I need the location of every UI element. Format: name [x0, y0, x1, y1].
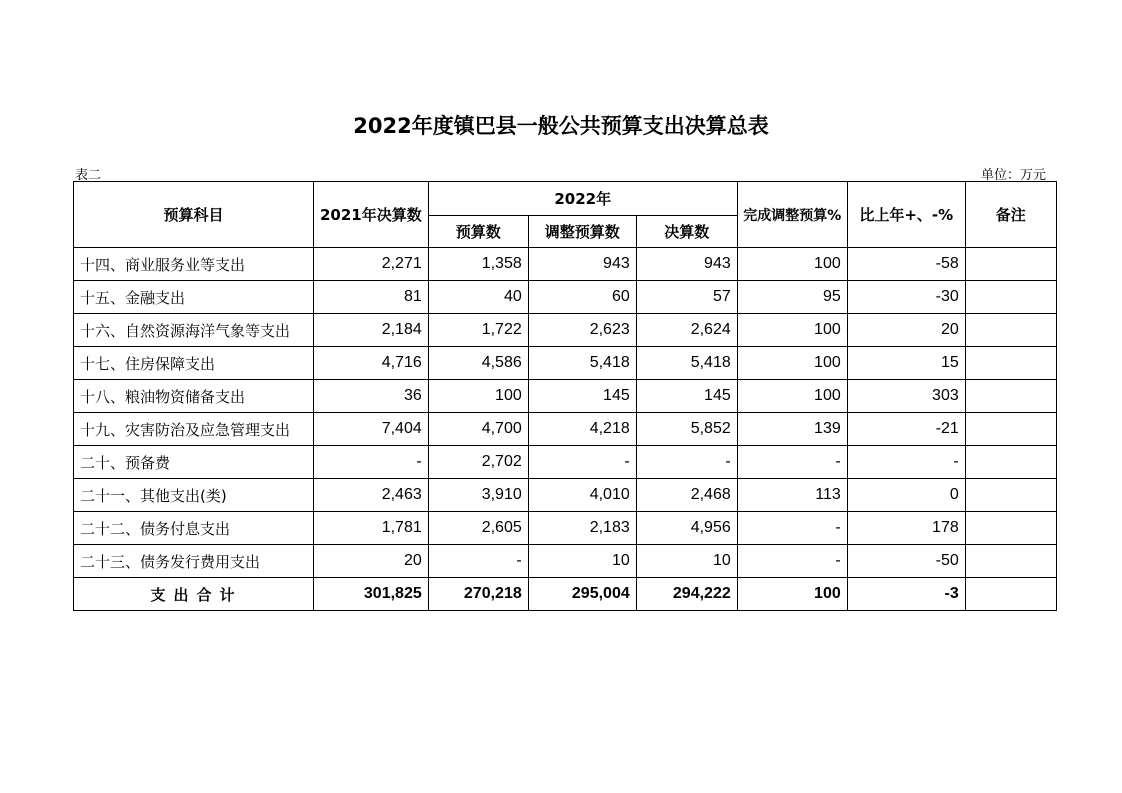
cell-remarks — [965, 479, 1056, 512]
header-final: 决算数 — [636, 216, 737, 248]
cell-yoy: 20 — [847, 314, 965, 347]
cell-completion: - — [737, 446, 847, 479]
table-row — [74, 446, 1057, 479]
cell-remarks — [965, 446, 1056, 479]
cell-completion: 113 — [737, 479, 847, 512]
cell-remarks — [965, 545, 1056, 578]
cell-completion: - — [737, 512, 847, 545]
cell-yoy: 178 — [847, 512, 965, 545]
cell-adjusted-budget: 4,218 — [528, 413, 636, 446]
cell-completion: 100 — [737, 380, 847, 413]
cell-completion: 100 — [737, 314, 847, 347]
cell-adjusted-budget: 10 — [528, 545, 636, 578]
cell-subject: 二十三、债务发行费用支出 — [74, 545, 314, 578]
cell-final: 4,956 — [636, 512, 737, 545]
table-body — [74, 248, 1057, 611]
cell-final-2021: 4,716 — [314, 347, 429, 380]
cell-completion: 100 — [737, 578, 847, 611]
header-remarks: 备注 — [965, 182, 1056, 248]
cell-adjusted-budget: 145 — [528, 380, 636, 413]
cell-final: 145 — [636, 380, 737, 413]
cell-subject: 十八、粮油物资储备支出 — [74, 380, 314, 413]
header-adjusted-budget: 调整预算数 — [528, 216, 636, 248]
header-budget: 预算数 — [428, 216, 528, 248]
cell-final: 943 — [636, 248, 737, 281]
cell-budget: 100 — [428, 380, 528, 413]
cell-subject: 十七、住房保障支出 — [74, 347, 314, 380]
cell-remarks — [965, 380, 1056, 413]
cell-completion: 100 — [737, 347, 847, 380]
cell-subject: 十九、灾害防治及应急管理支出 — [74, 413, 314, 446]
cell-yoy: 303 — [847, 380, 965, 413]
cell-budget: - — [428, 545, 528, 578]
cell-final-2021: 301,825 — [314, 578, 429, 611]
cell-yoy: - — [847, 446, 965, 479]
cell-budget: 1,358 — [428, 248, 528, 281]
header-completion-pct: 完成调整预算% — [737, 182, 847, 248]
cell-final: 10 — [636, 545, 737, 578]
table-row — [74, 347, 1057, 380]
header-yoy-change: 比上年+、-% — [847, 182, 965, 248]
cell-final-2021: 81 — [314, 281, 429, 314]
cell-remarks — [965, 347, 1056, 380]
table-row — [74, 479, 1057, 512]
cell-adjusted-budget: 2,623 — [528, 314, 636, 347]
cell-budget: 40 — [428, 281, 528, 314]
cell-completion: 139 — [737, 413, 847, 446]
header-final-2021: 2021年决算数 — [314, 182, 429, 248]
cell-yoy: -50 — [847, 545, 965, 578]
cell-yoy: -3 — [847, 578, 965, 611]
unit-label: 单位：万元 — [980, 168, 1046, 183]
cell-adjusted-budget: 2,183 — [528, 512, 636, 545]
cell-remarks — [965, 281, 1056, 314]
cell-completion: 95 — [737, 281, 847, 314]
cell-adjusted-budget: 295,004 — [528, 578, 636, 611]
table-row — [74, 413, 1057, 446]
cell-final-2021: 36 — [314, 380, 429, 413]
cell-final: 5,852 — [636, 413, 737, 446]
cell-yoy: 0 — [847, 479, 965, 512]
cell-final-2021: 1,781 — [314, 512, 429, 545]
table-row — [74, 281, 1057, 314]
cell-final: 294,222 — [636, 578, 737, 611]
cell-budget: 4,700 — [428, 413, 528, 446]
cell-yoy: -21 — [847, 413, 965, 446]
cell-budget: 4,586 — [428, 347, 528, 380]
table-row — [74, 380, 1057, 413]
expenditure-table — [73, 181, 1057, 611]
cell-final: 5,418 — [636, 347, 737, 380]
cell-final: 2,468 — [636, 479, 737, 512]
cell-completion: - — [737, 545, 847, 578]
table-row — [74, 545, 1057, 578]
cell-subject: 二十二、债务付息支出 — [74, 512, 314, 545]
cell-remarks — [965, 248, 1056, 281]
header-year-2022: 2022年 — [428, 182, 737, 216]
cell-adjusted-budget: 4,010 — [528, 479, 636, 512]
cell-final-2021: 20 — [314, 545, 429, 578]
cell-final: - — [636, 446, 737, 479]
cell-subject: 二十、预备费 — [74, 446, 314, 479]
page-title: 2022年度镇巴县一般公共预算支出决算总表 — [353, 114, 769, 138]
cell-final-2021: 2,271 — [314, 248, 429, 281]
cell-final-2021: - — [314, 446, 429, 479]
table-row — [74, 248, 1057, 281]
cell-adjusted-budget: - — [528, 446, 636, 479]
cell-remarks — [965, 413, 1056, 446]
table-row — [74, 314, 1057, 347]
cell-yoy: -30 — [847, 281, 965, 314]
cell-remarks — [965, 578, 1056, 611]
cell-budget: 270,218 — [428, 578, 528, 611]
table-number: 表二 — [75, 168, 102, 183]
cell-subject: 支出合计 — [74, 578, 314, 611]
table-row — [74, 512, 1057, 545]
cell-adjusted-budget: 943 — [528, 248, 636, 281]
cell-final: 2,624 — [636, 314, 737, 347]
cell-yoy: 15 — [847, 347, 965, 380]
cell-yoy: -58 — [847, 248, 965, 281]
cell-final-2021: 2,463 — [314, 479, 429, 512]
cell-adjusted-budget: 5,418 — [528, 347, 636, 380]
cell-budget: 3,910 — [428, 479, 528, 512]
cell-completion: 100 — [737, 248, 847, 281]
cell-final: 57 — [636, 281, 737, 314]
cell-budget: 2,605 — [428, 512, 528, 545]
cell-budget: 2,702 — [428, 446, 528, 479]
cell-remarks — [965, 314, 1056, 347]
cell-adjusted-budget: 60 — [528, 281, 636, 314]
cell-budget: 1,722 — [428, 314, 528, 347]
cell-final-2021: 2,184 — [314, 314, 429, 347]
cell-subject: 十四、商业服务业等支出 — [74, 248, 314, 281]
cell-subject: 十五、金融支出 — [74, 281, 314, 314]
header-subject: 预算科目 — [74, 182, 314, 248]
total-row — [74, 578, 1057, 611]
cell-subject: 二十一、其他支出(类) — [74, 479, 314, 512]
cell-remarks — [965, 512, 1056, 545]
cell-final-2021: 7,404 — [314, 413, 429, 446]
cell-subject: 十六、自然资源海洋气象等支出 — [74, 314, 314, 347]
